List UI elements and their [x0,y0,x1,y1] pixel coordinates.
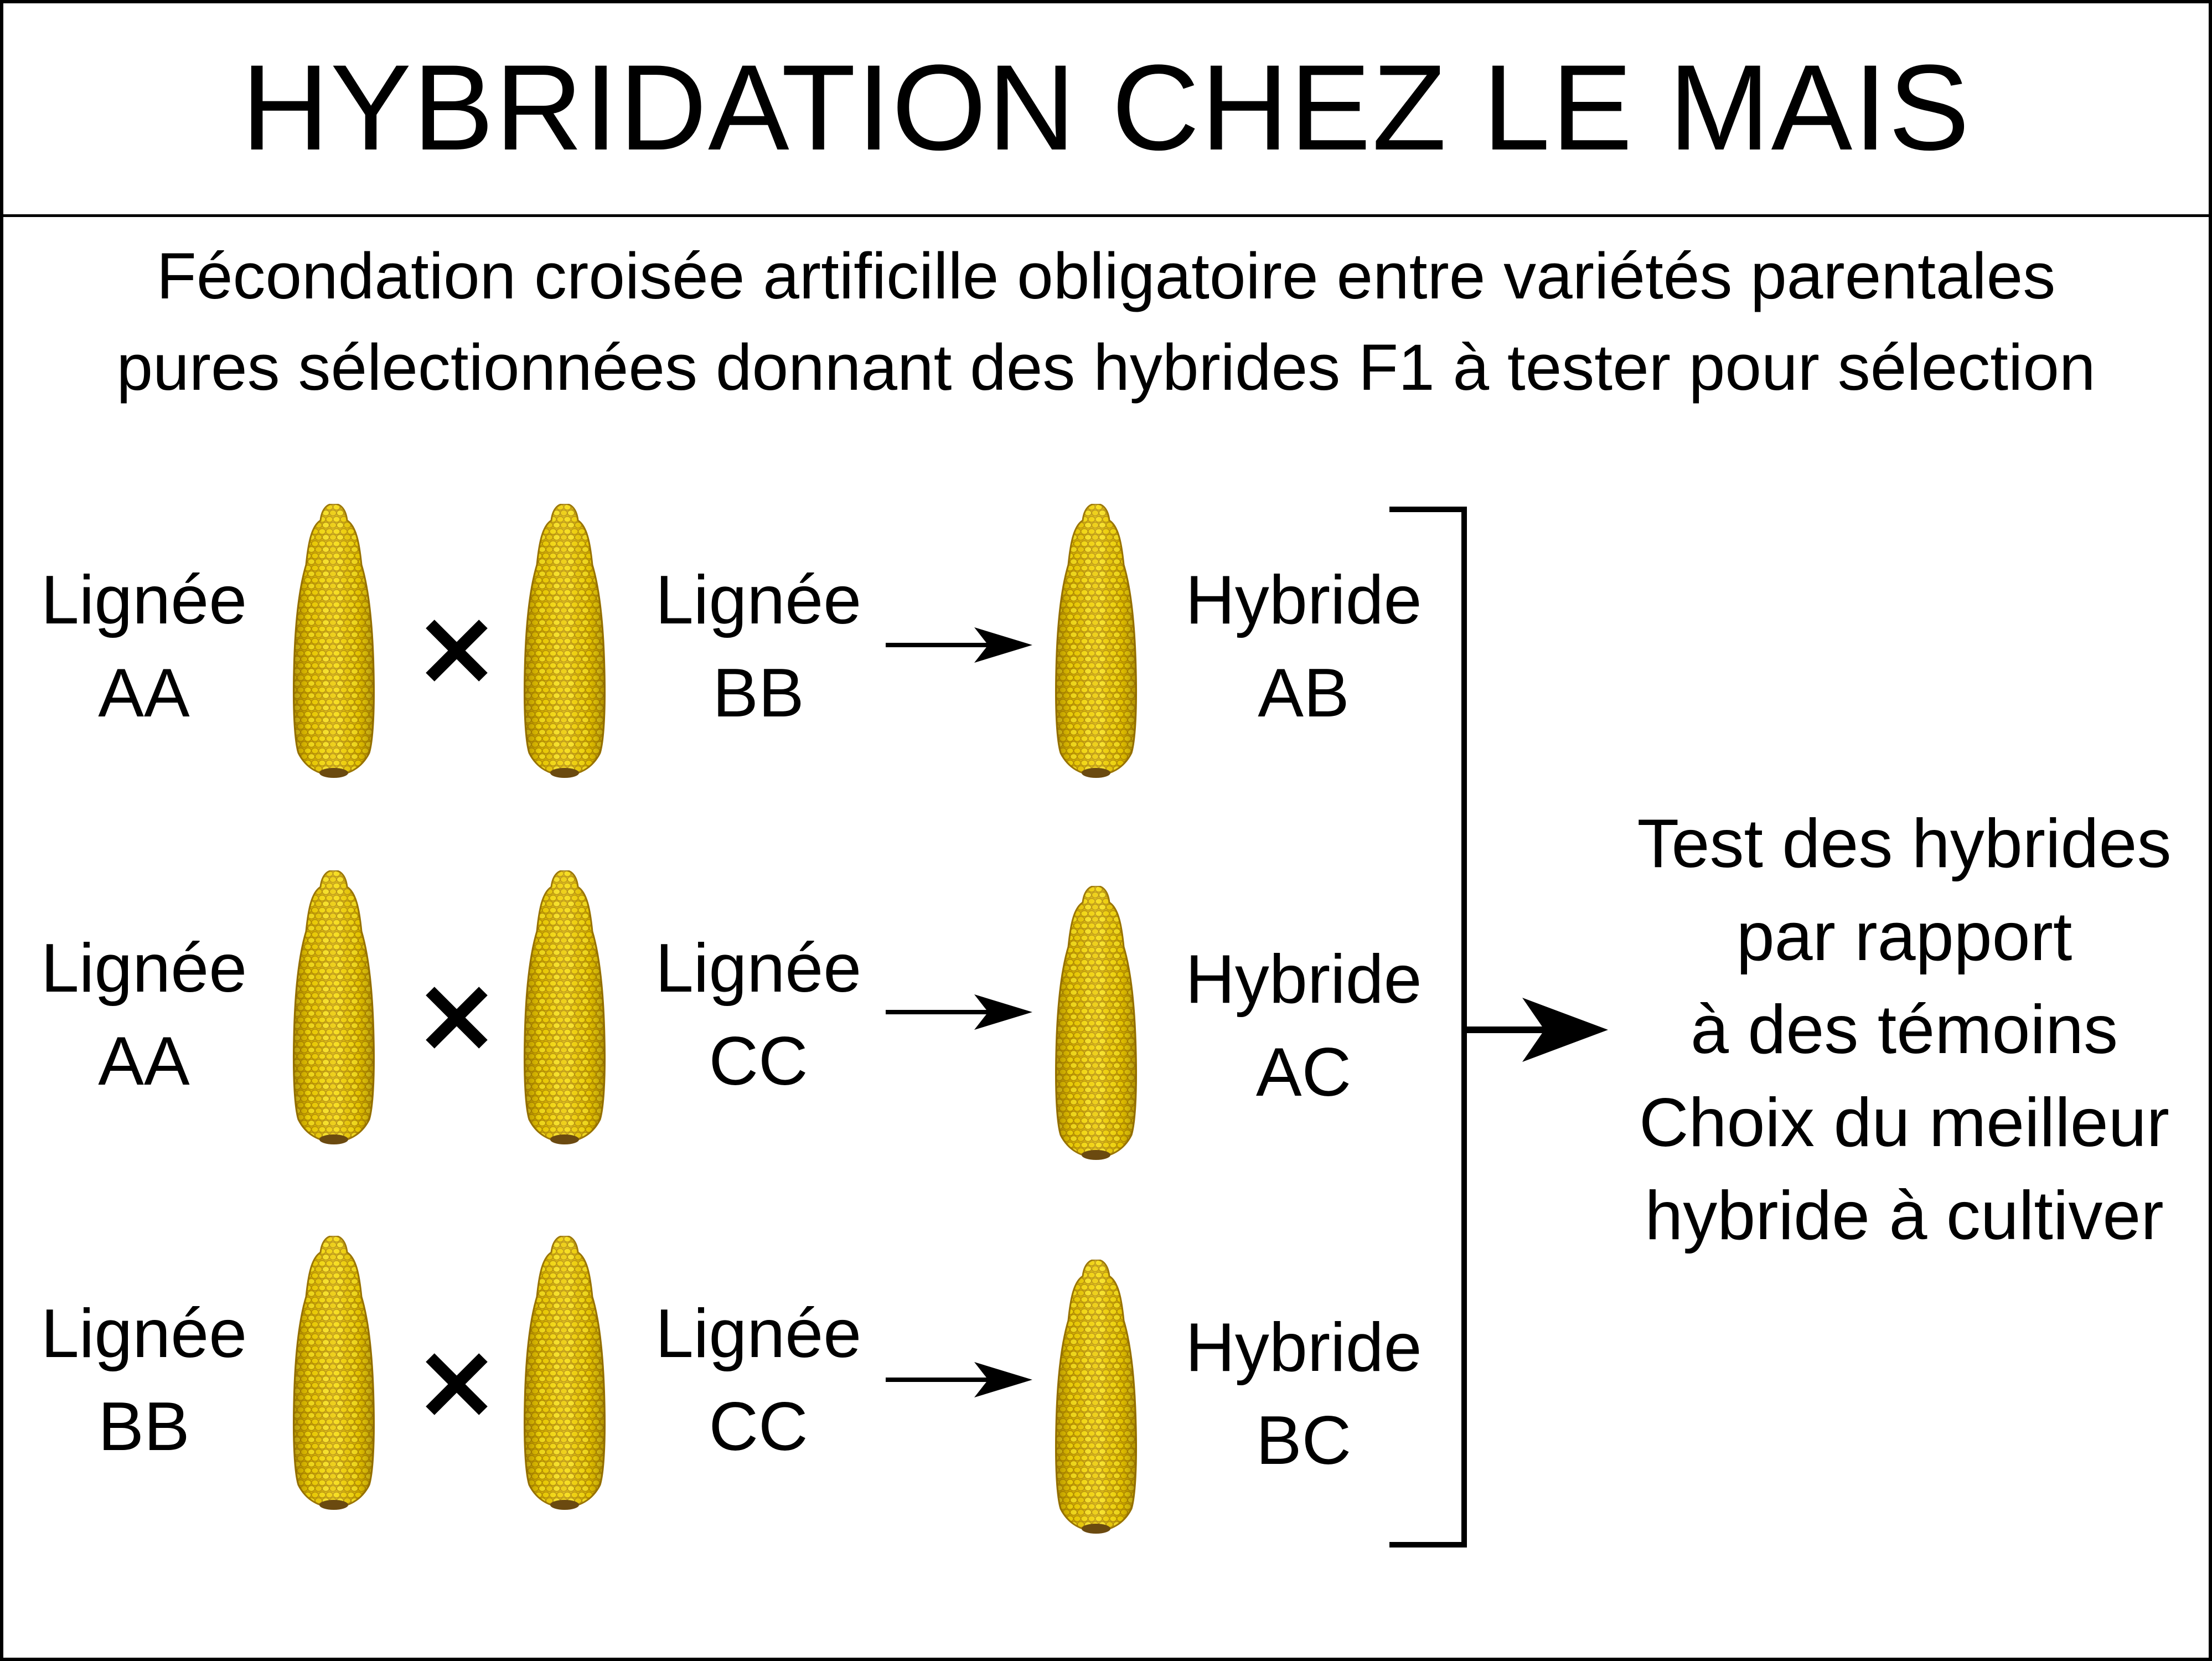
hybrid-code: AB [1258,655,1350,731]
cross-multiply-icon [423,984,490,1051]
parent1-word: Lignée [40,930,247,1007]
corn-cob-icon [290,1236,378,1513]
hybrid-word: Hybride [1185,562,1422,638]
corn-cob-icon [520,870,609,1147]
hybrid-code: BC [1255,1402,1352,1479]
subtitle-line-1: Fécondation croisée artificille obligatoire entre variétés parentales [156,240,2056,313]
page-title: HYBRIDATION CHEZ LE MAIS [241,39,1971,176]
parent1-label-row2 [17,922,271,1108]
parent2-label-row2 [631,922,886,1108]
corn-cob-icon [290,504,378,781]
parent1-label-row3 [17,1287,271,1473]
parent1-label-row1 [17,554,271,740]
corn-cob-icon [520,1236,609,1513]
parent2-word: Lignée [655,1296,862,1372]
right-arrow-icon [886,1358,1035,1402]
hybrid-word: Hybride [1185,1309,1422,1386]
corn-cob-icon [520,504,609,781]
result-line-1: Test des hybrides [1637,806,2172,882]
parent2-code: CC [709,1389,808,1465]
result-line-2: par rapport [1736,899,2073,975]
result-line-5: hybride à cultiver [1645,1178,2164,1254]
parent2-code: CC [709,1023,808,1100]
parent1-word: Lignée [40,1296,247,1372]
cross-multiply-icon [423,1351,490,1417]
corn-cob-icon [1052,886,1140,1163]
right-arrow-icon [886,990,1035,1034]
parent2-label-row1 [631,554,886,740]
parent1-code: AA [98,1023,190,1100]
corn-cob-icon [290,870,378,1147]
right-arrow-icon [886,623,1035,667]
corn-cob-icon [1052,1260,1140,1536]
parent2-label-row3 [631,1287,886,1473]
parent1-code: AA [98,655,190,731]
corn-cob-icon [1052,504,1140,781]
result-line-3: à des témoins [1691,992,2118,1068]
parent2-word: Lignée [655,562,862,638]
result-line-4: Choix du meilleur [1639,1085,2169,1161]
parent1-code: BB [98,1389,190,1465]
hybrid-code: AC [1255,1034,1352,1111]
parent1-word: Lignée [40,562,247,638]
subtitle-line-2: pures sélectionnées donnant des hybrides F1 à tester pour sélection [116,331,2096,404]
parent2-code: BB [712,655,804,731]
hybrids-bracket [1389,507,1467,1547]
hybrid-word: Hybride [1185,941,1422,1018]
result-text [1572,797,2212,1262]
title-bar [0,0,2212,217]
cross-multiply-icon [423,617,490,684]
parent2-word: Lignée [655,930,862,1007]
